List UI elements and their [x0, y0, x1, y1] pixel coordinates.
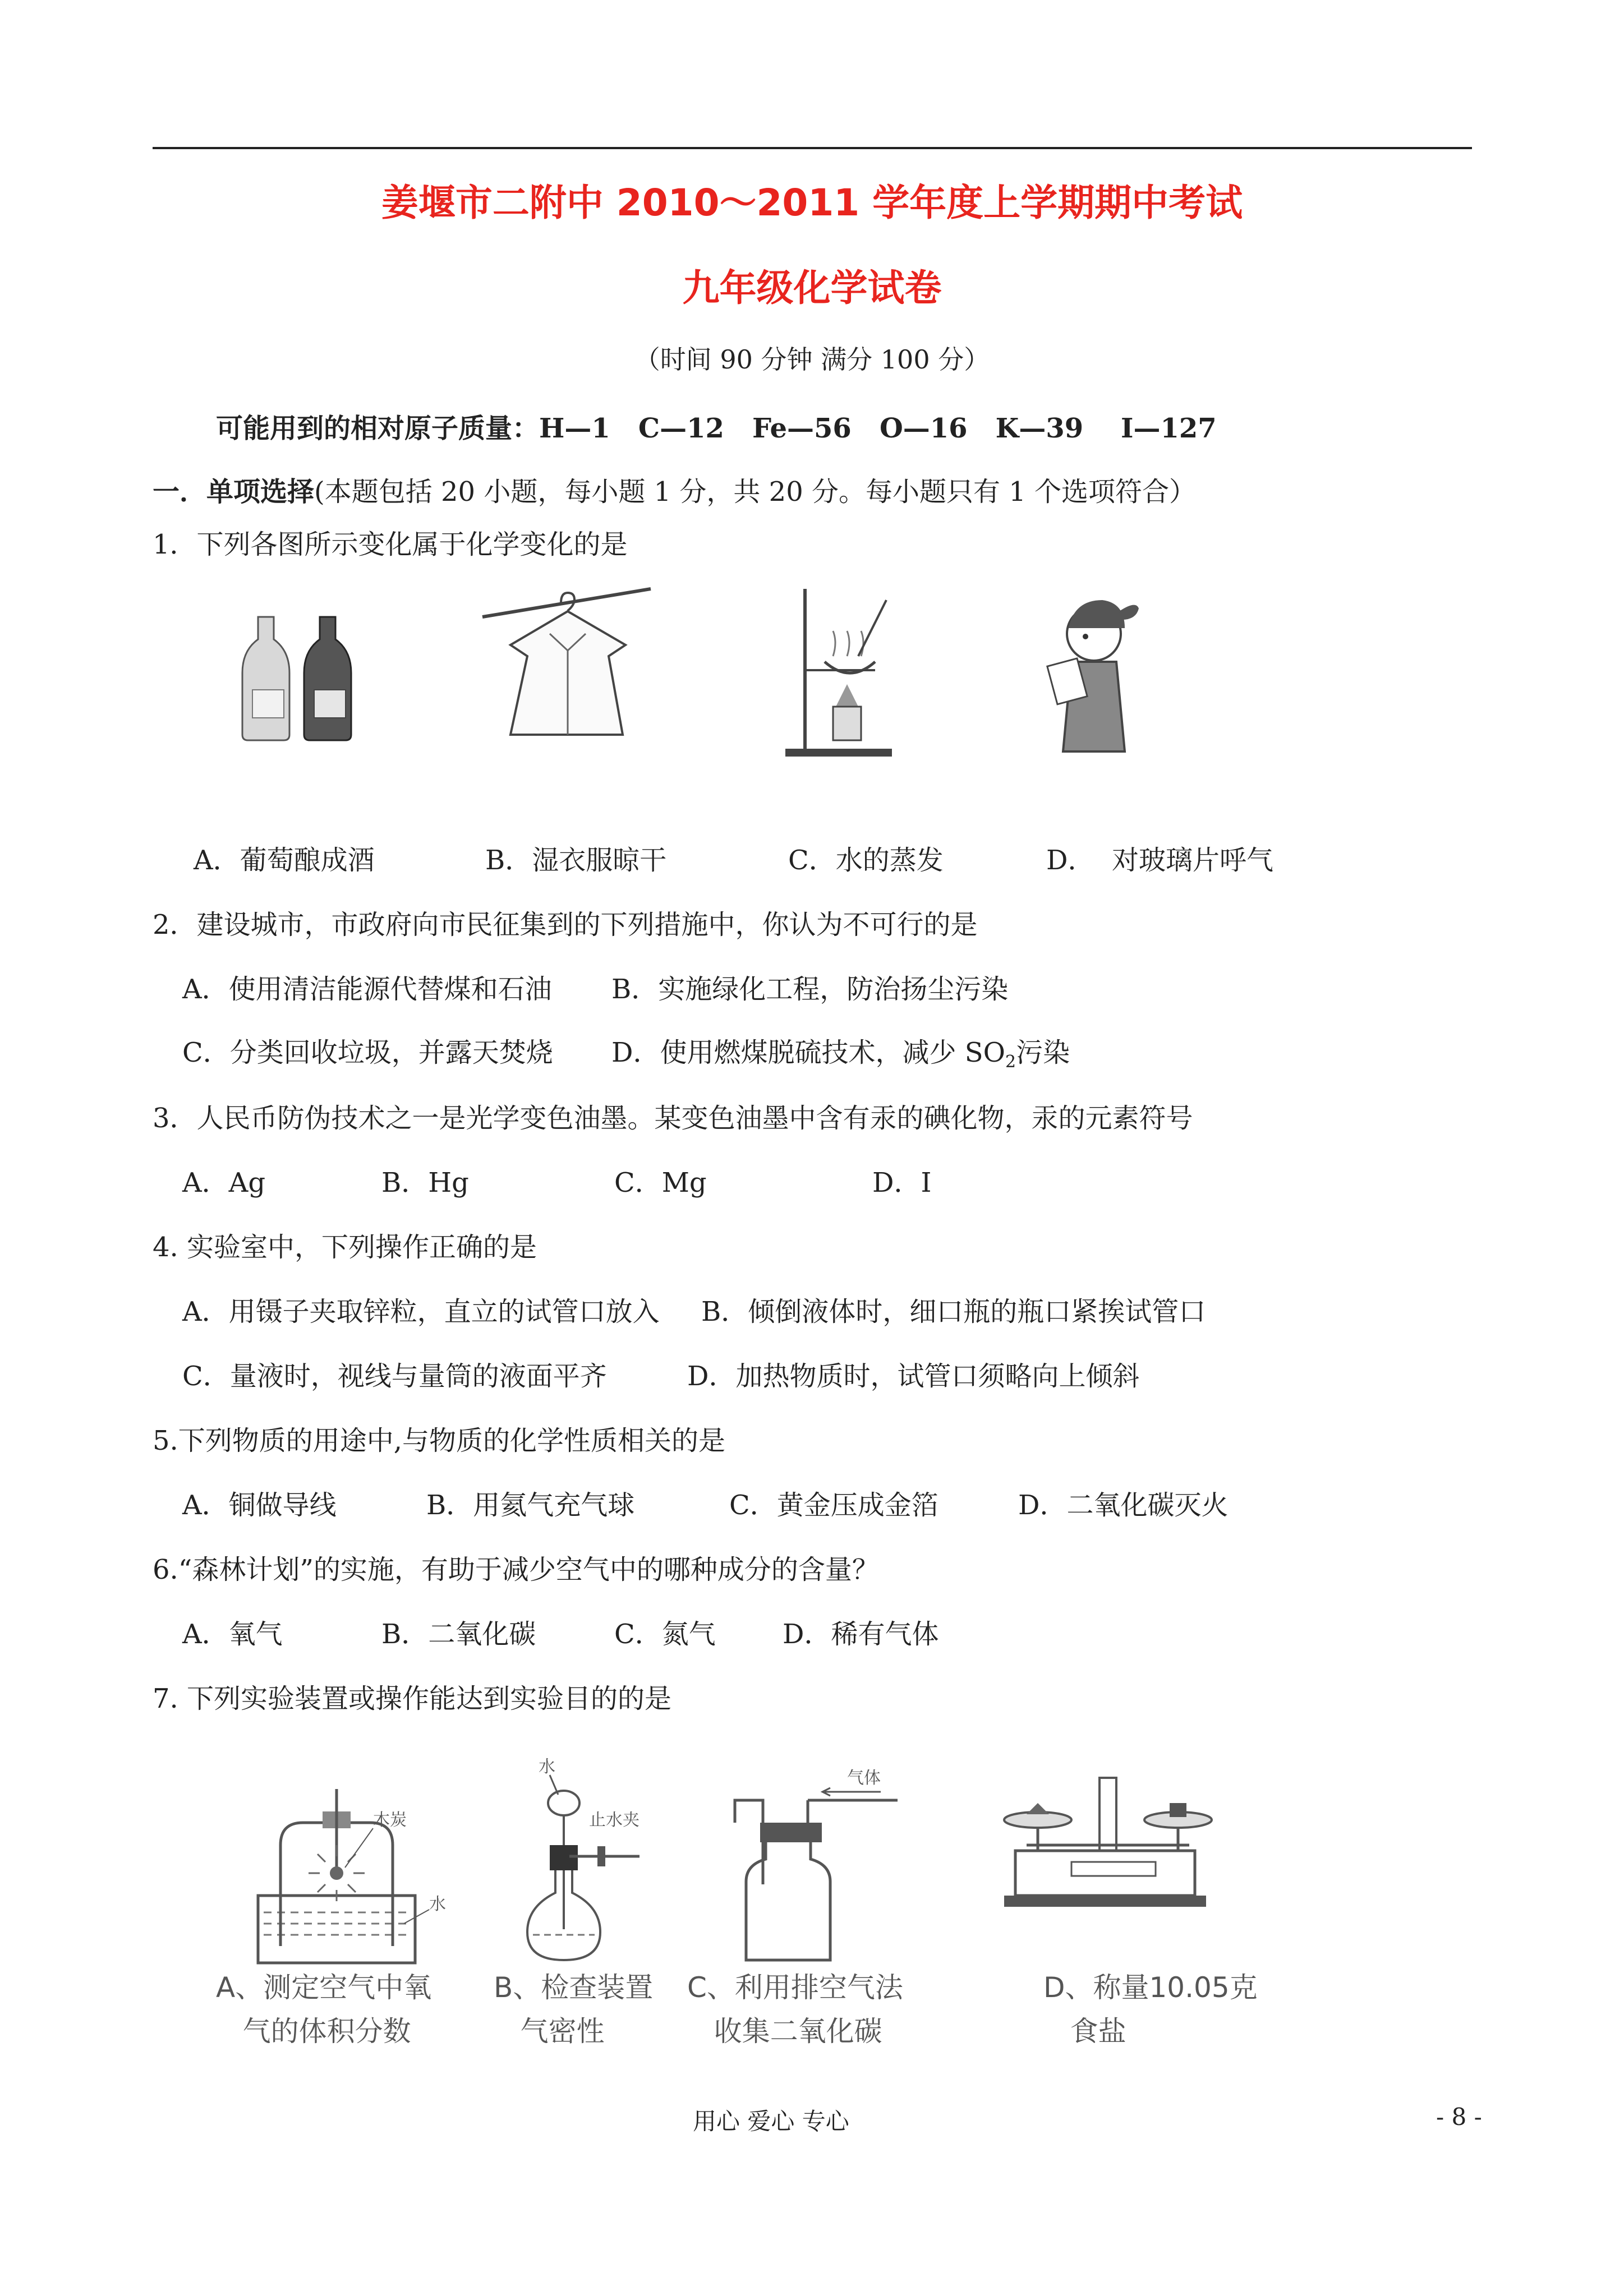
q3-option-b: B．Hg	[381, 1167, 469, 1198]
q5-option-c: C．黄金压成金箔	[729, 1490, 938, 1521]
clamp-label: 止水夹	[589, 1810, 640, 1830]
q4-option-b: B．倾倒液体时，细口瓶的瓶口紧挨试管口	[701, 1296, 1206, 1327]
q2-option-d-text: D．使用燃煤脱硫技术，减少 SO	[611, 1037, 1005, 1068]
exam-title: 姜堰市二附中 2010～2011 学年度上学期期中考试	[381, 181, 1243, 224]
evaporation-apparatus-image	[780, 578, 920, 763]
figure-d-caption: D、称量10.05克 食盐	[1043, 1971, 1258, 2048]
q1-option-a: A．葡萄酿成酒	[194, 845, 375, 876]
q4-option-d: D．加热物质时，试管口须略向上倾斜	[687, 1361, 1140, 1392]
q2-option-a: A．使用清洁能源代替煤和石油	[182, 974, 552, 1005]
q4-option-a: A．用镊子夹取锌粒，直立的试管口放入	[182, 1296, 660, 1327]
question-4-stem: 4. 实验室中，下列操作正确的是	[153, 1232, 537, 1263]
q2-option-c: C．分类回收垃圾，并露天焚烧	[182, 1037, 553, 1068]
water-label-b: 水	[539, 1757, 555, 1777]
exam-subtitle: 九年级化学试卷	[682, 266, 942, 310]
section-title: 一．单项选择	[153, 476, 315, 508]
figure-c-gas-collection	[712, 1761, 926, 1968]
q1-option-c: C．水的蒸发	[788, 845, 944, 876]
q3-option-c: C．Mg	[614, 1167, 707, 1198]
q5-option-a: A．铜做导线	[182, 1490, 337, 1521]
q3-option-d: D．I	[872, 1167, 932, 1198]
wine-bottles-image	[236, 606, 370, 751]
question-7-stem: 7. 下列实验装置或操作能达到实验目的的是	[153, 1683, 672, 1714]
q4-option-c: C．量液时，视线与量筒的液面平齐	[182, 1361, 607, 1392]
q5-option-b: B．用氦气充气球	[426, 1490, 635, 1521]
figure-a-oxygen-measurement	[247, 1783, 482, 1968]
figure-a-caption: A、测定空气中氧 气的体积分数	[216, 1971, 432, 2048]
page-number: - 8 -	[1436, 2103, 1482, 2131]
figure-b-airtightness-check	[516, 1750, 684, 1968]
question-2-stem: 2．建设城市，市政府向市民征集到的下列措施中，你认为不可行的是	[153, 909, 978, 940]
footer-motto: 用心 爱心 专心	[693, 2108, 849, 2135]
water-label: 水	[429, 1894, 446, 1914]
section-heading	[153, 470, 1196, 509]
time-and-score: （时间 90 分钟 满分 100 分）	[634, 344, 990, 375]
question-1-stem: 1．下列各图所示变化属于化学变化的是	[153, 529, 628, 560]
figure-b-caption: B、检查装置 气密性	[494, 1971, 654, 2048]
figure-c-caption: C、利用排空气法 收集二氧化碳	[687, 1971, 903, 2048]
header-rule	[153, 147, 1472, 149]
q1-option-d: D． 对玻璃片呼气	[1046, 845, 1274, 876]
q1-option-b: B．湿衣服晾干	[485, 845, 667, 876]
q2-option-d-subscript: 2	[1005, 1052, 1016, 1072]
q2-option-b: B．实施绿化工程，防治扬尘污染	[611, 974, 1009, 1005]
gas-label: 气体	[847, 1768, 881, 1788]
q6-option-b: B．二氧化碳	[381, 1619, 536, 1650]
question-5-stem: 5.下列物质的用途中,与物质的化学性质相关的是	[153, 1425, 726, 1456]
q3-option-a: A．Ag	[182, 1167, 266, 1198]
question-3-stem: 3．人民币防伪技术之一是光学变色油墨。某变色油墨中含有汞的碘化物，汞的元素符号	[153, 1103, 1193, 1134]
q2-option-d	[611, 1031, 1070, 1072]
atomic-masses: 可能用到的相对原子质量：H—1 C—12 Fe—56 O—16 K—39 I—127	[216, 413, 1217, 444]
q5-option-d: D．二氧化碳灭火	[1018, 1490, 1229, 1521]
figure-d-balance-scale	[993, 1767, 1234, 1918]
section-description: (本题包括 20 小题，每小题 1 分，共 20 分。每小题只有 1 个选项符合）	[314, 476, 1197, 508]
question-6-stem: 6.“森林计划”的实施，有助于减少空气中的哪种成分的含量？	[153, 1554, 879, 1585]
q2-option-d-suffix: 污染	[1016, 1037, 1070, 1068]
girl-breathing-on-glass-image	[1041, 589, 1153, 757]
q6-option-c: C．氮气	[614, 1619, 716, 1650]
q6-option-d: D．稀有气体	[783, 1619, 939, 1650]
charcoal-label: 木炭	[373, 1810, 407, 1830]
wet-clothes-image	[477, 583, 656, 751]
q6-option-a: A．氧气	[182, 1619, 283, 1650]
